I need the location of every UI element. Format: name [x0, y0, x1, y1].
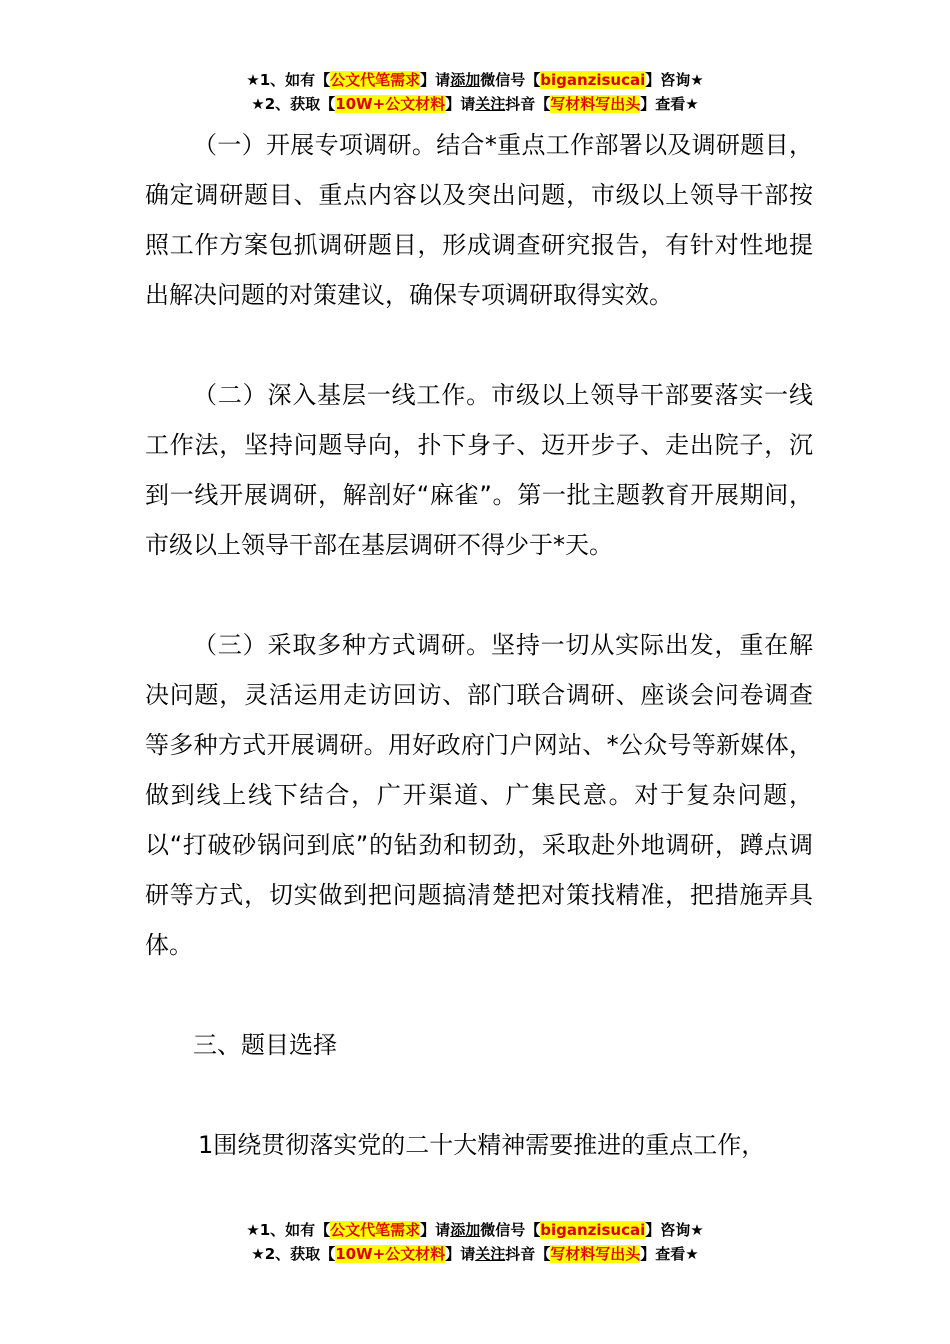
banner-highlight: 写材料写出头 [550, 1245, 641, 1263]
paragraph-2: （二）深入基层一线工作。市级以上领导干部要落实一线工作法，坚持问题导向，扑下身子、迈开步子、走出院子，沉到一线开展调研，解剖好“麻雀”。第一批主题教育开展期间，市级以上领导干部在基层调研不得少于*天。 [145, 381, 813, 559]
banner-text: 抖音【 [505, 95, 551, 113]
banner-text: 】咨询★ [645, 71, 704, 89]
banner-text: 】请 [420, 71, 451, 89]
banner-text: 】咨询★ [645, 1221, 704, 1239]
banner-underlined-text: 添加 [450, 71, 481, 89]
banner-text: ★1、如有【 [246, 1221, 331, 1239]
banner-text: ★2、获取【 [251, 1245, 336, 1263]
banner-line-1 [0, 1218, 950, 1242]
banner-underlined-text: 关注 [475, 95, 506, 113]
banner-text: 微信号【 [480, 1221, 541, 1239]
banner-text: 微信号【 [480, 71, 541, 89]
list-item-1: 1围绕贯彻落实党的二十大精神需要推进的重点工作， [198, 1131, 766, 1159]
banner-text: 】查看★ [640, 95, 699, 113]
banner-highlight: biganzisucai [540, 71, 646, 89]
banner-text: 】请 [420, 1221, 451, 1239]
banner-text: 】查看★ [640, 1245, 699, 1263]
banner-highlight: 10W+公文材料 [335, 1245, 446, 1263]
banner-text: ★1、如有【 [246, 71, 331, 89]
banner-highlight: 10W+公文材料 [335, 95, 446, 113]
paragraph-1: （一）开展专项调研。结合*重点工作部署以及调研题目，确定调研题目、重点内容以及突出问题，市级以上领导干部按照工作方案包抓调研题目，形成调查研究报告，有针对性地提出解决问题的对策建议，确保专项调研取得实效。 [145, 131, 813, 309]
bottom-banner [0, 1218, 950, 1266]
section-heading: 三、题目选择 [193, 1031, 337, 1059]
banner-line-2 [0, 1242, 950, 1266]
banner-line-1 [0, 68, 950, 92]
banner-underlined-text: 关注 [475, 1245, 506, 1263]
banner-underlined-text: 添加 [450, 1221, 481, 1239]
top-banner [0, 68, 950, 116]
document-body [145, 120, 813, 1170]
banner-text: 】请 [445, 95, 476, 113]
banner-text: 】请 [445, 1245, 476, 1263]
banner-text: ★2、获取【 [251, 95, 336, 113]
banner-line-2 [0, 92, 950, 116]
banner-highlight: biganzisucai [540, 1221, 646, 1239]
banner-text: 抖音【 [505, 1245, 551, 1263]
banner-highlight: 公文代笔需求 [330, 1221, 421, 1239]
paragraph-3: （三）采取多种方式调研。坚持一切从实际出发，重在解决问题，灵活运用走访回访、部门联合调研、座谈会问卷调查等多种方式开展调研。用好政府门户网站、*公众号等新媒体，做到线上线下结合，广开渠道、广集民意。对于复杂问题，以“打破砂锅问到底”的钻劲和韧劲，采取赴外地调研，蹲点调研等方式，切实做到把问题搞清楚把对策找精准，把措施弄具体。 [145, 631, 813, 959]
banner-highlight: 公文代笔需求 [330, 71, 421, 89]
banner-highlight: 写材料写出头 [550, 95, 641, 113]
